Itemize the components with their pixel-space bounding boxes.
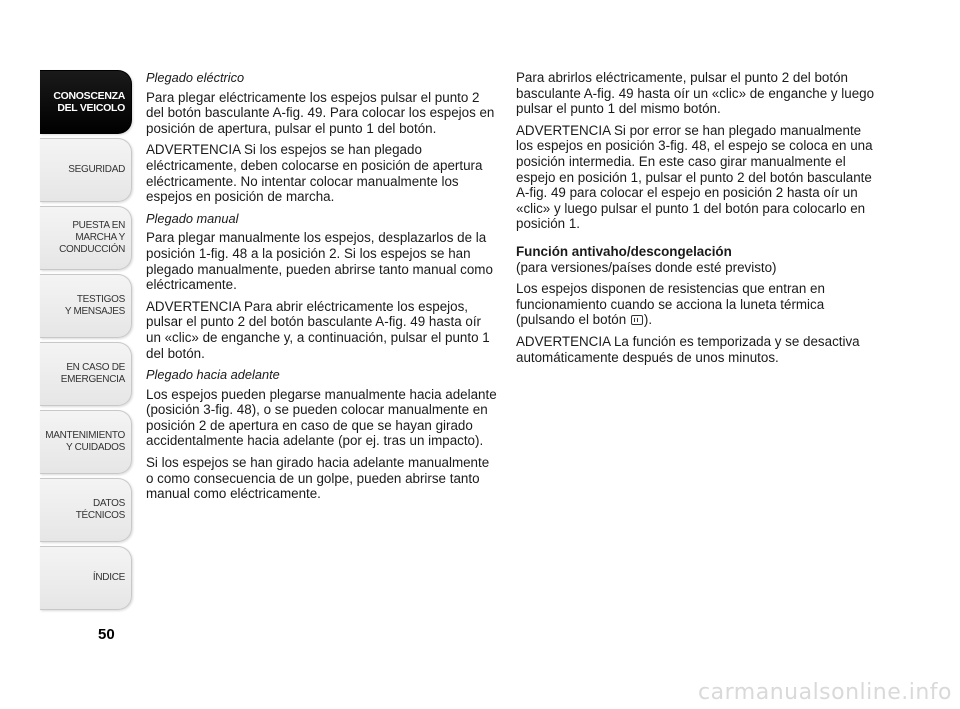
tab-label: ÍNDICE [92, 572, 125, 583]
paragraph-text: ). [643, 312, 653, 328]
section-subheading: (para versiones/países donde esté previsto) [516, 259, 777, 275]
paragraph: Los espejos pueden plegarse manualmente hacia adelante (posición 3-fig. 48), o se pueden colocar manualmente en posición 2 de apertura en caso de que se hayan girado accidentalmente hacia adelante (por ej. tras un impacto). [146, 386, 497, 449]
watermark: carmanualsonline.info [698, 680, 952, 705]
warning-paragraph: ADVERTENCIA La función es temporizada y se desactiva automáticamente después de unos minutos. [516, 333, 860, 365]
warning-paragraph: ADVERTENCIA Si por error se han plegado manualmente los espejos en posición 3-fig. 48, el espejo se coloca en una posición intermedia. En este caso girar manualmente el espejo en posición 1, pulsar el punto 2 del botón basculante A-fig. 49 para colocar el espejo en posición 2 hasta oír un «clic» y luego pulsar el punto 1 del botón para colocarlo en posición 1. [516, 122, 873, 232]
paragraph: Para plegar eléctricamente los espejos pulsar el punto 2 del botón basculante A-fig. 49. Para colocar los espejos en posición de apertura, pulsar el punto 1 del botón. [146, 89, 495, 136]
warning-paragraph: ADVERTENCIA Para abrir eléctricamente los espejos, pulsar el punto 2 del botón basculante A-fig. 49 hasta oír un «clic» de enganche y, a continuación, pulsar el punto 1 del botón. [146, 298, 490, 361]
right-column [516, 70, 876, 371]
tab-indice[interactable] [40, 546, 132, 610]
section-heading: Plegado eléctrico [146, 70, 245, 85]
paragraph-text: Los espejos disponen de resistencias que entran en funcionamiento cuando se acciona la luneta térmica (pulsando el botón [516, 281, 825, 328]
paragraph: Para abrirlos eléctricamente, pulsar el punto 2 del botón basculante A-fig. 49 hasta oír un «clic» de enganche y luego pulsar el punto 1 del mismo botón. [516, 70, 875, 117]
chapter-tabs [40, 70, 132, 614]
rear-defrost-icon [631, 315, 643, 325]
tab-label: SEGURIDAD [68, 164, 125, 175]
tab-datos-tecnicos[interactable] [40, 478, 132, 542]
paragraph: Si los espejos se han girado hacia adelante manualmente o como consecuencia de un golpe, pueden abrirse tanto manual como eléctricamente. [146, 455, 490, 502]
section-heading: Función antivaho/descongelación [516, 243, 732, 259]
page-number: 50 [98, 626, 115, 643]
section-heading: Plegado hacia adelante [146, 367, 280, 383]
section-heading: Plegado manual [146, 210, 239, 226]
tab-en-caso-de-emergencia[interactable] [40, 342, 132, 406]
paragraph [516, 281, 876, 328]
tab-label: EN CASO DE EMERGENCIA [60, 362, 125, 385]
paragraph: Para plegar manualmente los espejos, desplazarlos de la posición 1-fig. 48 a la posición 2. Si los espejos se han plegado manualmente, pueden abrirse tanto manual como eléctricamente. [146, 230, 493, 293]
tab-label: DATOS TÉCNICOS [75, 498, 125, 521]
tab-label: CONOSCENZA DEL VEICOLO [53, 90, 125, 114]
tab-testigos-y-mensajes[interactable] [40, 274, 132, 338]
tab-mantenimiento[interactable] [40, 410, 132, 474]
tab-puesta-en-marcha[interactable] [40, 206, 132, 270]
left-column [146, 70, 498, 508]
warning-paragraph: ADVERTENCIA Si los espejos se han plegado eléctricamente, deben colocarse en posición de apertura eléctricamente. No intentar colocar manualmente los espejos en posición de marcha. [146, 142, 483, 205]
tab-label: MANTENIMIENTO Y CUIDADOS [45, 430, 125, 453]
tab-conoscenza-del-veicolo[interactable] [40, 70, 132, 134]
tab-seguridad[interactable] [40, 138, 132, 202]
tab-label: TESTIGOS Y MENSAJES [64, 294, 125, 317]
tab-label: PUESTA EN MARCHA Y CONDUCCIÓN [59, 220, 125, 255]
